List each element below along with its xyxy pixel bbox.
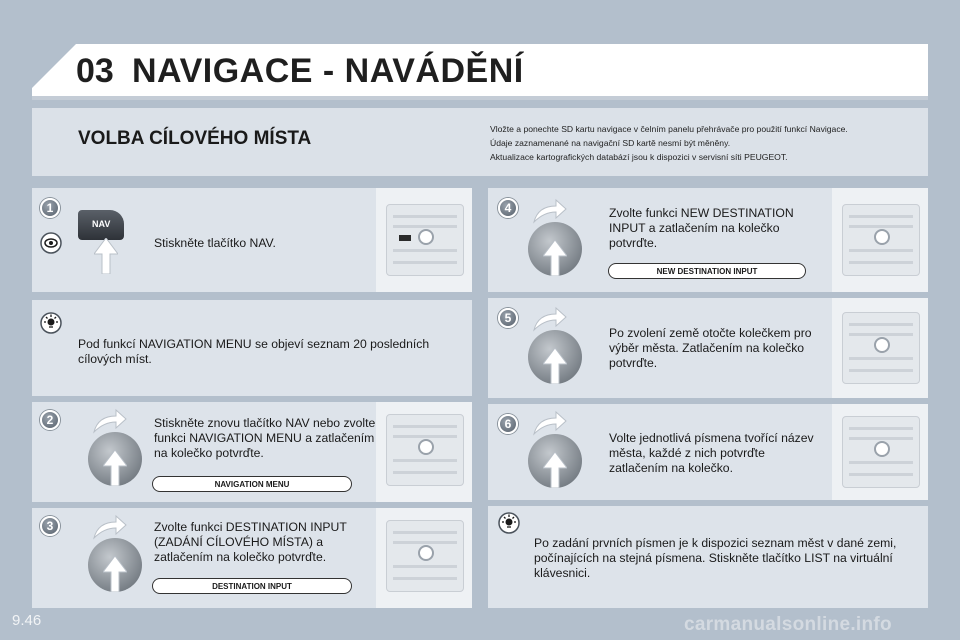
note-no-change: Údaje zaznamenané na navigační SD kartě nesmí být měněny. [490,138,731,148]
intro-notes [490,122,920,164]
step-1-badge: 1 [40,198,60,218]
radio-image-area [832,404,928,500]
radio-image [842,204,920,276]
page-number: 9.46 [12,612,42,629]
radio-image-area [376,402,472,502]
lightbulb-icon [498,512,520,534]
chapter-title: NAVIGACE - NAVÁDĚNÍ [132,52,524,90]
step-5-badge: 5 [498,308,518,328]
push-arrow-icon [543,348,567,384]
step-4-badge: 4 [498,198,518,218]
tip-2-text: Po zadání prvních písmen je k dispozici seznam měst v dané zemi, počínajících na stejná písmena. Stiskněte tlačítko LIST na virtuální klávesnici. [534,536,897,580]
radio-image-area [376,508,472,608]
radio-image [386,414,464,486]
push-arrow-icon [94,238,118,274]
step-4-text: Zvolte funkci NEW DESTINATION INPUT a zatlačením na kolečko potvrďte. [609,206,794,250]
eye-icon [40,232,62,254]
watermark: carmanualsonline.info [684,614,892,635]
step-6-badge: 6 [498,414,518,434]
rotate-arrow-icon [92,514,128,540]
radio-image [842,312,920,384]
destination-input-pill: DESTINATION INPUT [152,578,352,594]
chapter-number: 03 [76,52,114,90]
rotate-arrow-icon [532,306,568,332]
lightbulb-icon [40,312,62,334]
step-2-badge: 2 [40,410,60,430]
new-destination-input-pill: NEW DESTINATION INPUT [608,263,806,279]
header-shadow [32,96,928,100]
step-5-text: Po zvolení země otočte kolečkem pro výběr města. Zatlačením na kolečko potvrďte. [609,326,812,370]
push-arrow-icon [103,556,127,592]
radio-image [842,416,920,488]
radio-image-area [832,188,928,292]
step-6-text: Volte jednotlivá písmena tvořící název města, každé z nich potvrďte zatlačením na kolečko. [609,431,814,475]
step-2-text: Stiskněte znovu tlačítko NAV nebo zvolte funkci NAVIGATION MENU a zatlačením na kolečko potvrďte. [154,416,376,460]
navigation-menu-pill: NAVIGATION MENU [152,476,352,492]
push-arrow-icon [543,452,567,488]
push-arrow-icon [103,450,127,486]
radio-image-area [376,188,472,292]
step-3-badge: 3 [40,516,60,536]
radio-image [386,204,464,276]
note-updates: Aktualizace kartografických databází jsou k dispozici v servisní síti PEUGEOT. [490,152,788,162]
header-corner [32,44,76,88]
section-title: VOLBA CÍLOVÉHO MÍSTA [78,128,312,149]
rotate-arrow-icon [532,198,568,224]
radio-image [386,520,464,592]
rotate-arrow-icon [532,410,568,436]
rotate-arrow-icon [92,408,128,434]
tip-1-text: Pod funkcí NAVIGATION MENU se objeví seznam 20 posledních cílových míst. [78,337,430,366]
nav-button-label: NAV [92,219,111,229]
push-arrow-icon [543,240,567,276]
radio-image-area [832,298,928,398]
step-3-text: Zvolte funkci DESTINATION INPUT (ZADÁNÍ CÍLOVÉHO MÍSTA) a zatlačením na kolečko potvrďte. [154,520,347,564]
nav-button-graphic [78,210,124,240]
step-1-text: Stiskněte tlačítko NAV. [154,236,276,250]
note-sd-card: Vložte a ponechte SD kartu navigace v čelním panelu přehrávače pro použití funkcí Navigace. [490,124,848,134]
